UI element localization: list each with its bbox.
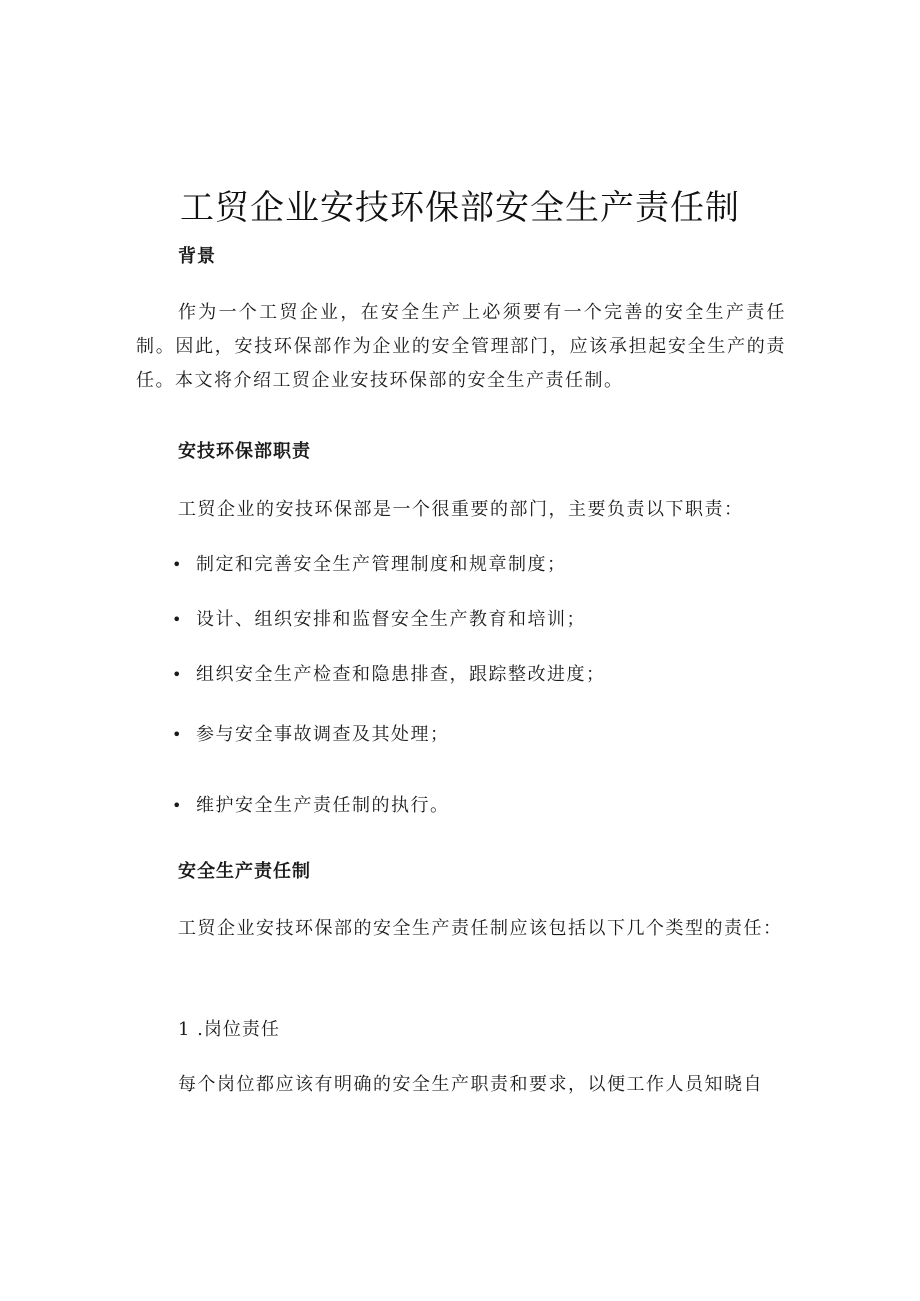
post-responsibility-heading: 1 .岗位责任 bbox=[178, 1019, 280, 1040]
duty-item-text: 制定和完善安全生产管理制度和规章制度； bbox=[196, 554, 567, 575]
bullet-dot-icon: • bbox=[172, 796, 183, 815]
post-responsibility-paragraph: 每个岗位都应该有明确的安全生产职责和要求，以便工作人员知晓自 bbox=[178, 1074, 763, 1095]
bullet-dot-icon: • bbox=[172, 665, 183, 684]
bullet-dot-icon: • bbox=[172, 610, 183, 629]
responsibility-heading: 安全生产责任制 bbox=[178, 861, 311, 882]
duty-item bbox=[172, 552, 567, 578]
duty-item-text: 参与安全事故调查及其处理； bbox=[196, 724, 450, 745]
document-title: 工贸企业安技环保部安全生产责任制 bbox=[180, 188, 740, 228]
duty-item bbox=[172, 722, 450, 748]
duty-item bbox=[172, 607, 586, 633]
responsibility-intro: 工贸企业安技环保部的安全生产责任制应该包括以下几个类型的责任： bbox=[178, 918, 783, 939]
bullet-dot-icon: • bbox=[172, 725, 183, 744]
bullet-dot-icon: • bbox=[172, 555, 183, 574]
duty-item bbox=[172, 793, 450, 819]
duty-item-text: 设计、组织安排和监督安全生产教育和培训； bbox=[196, 609, 586, 630]
duties-heading: 安技环保部职责 bbox=[178, 441, 311, 462]
duty-item-text: 组织安全生产检查和隐患排查，跟踪整改进度； bbox=[196, 664, 606, 685]
duty-item-text: 维护安全生产责任制的执行。 bbox=[196, 795, 450, 816]
duty-item bbox=[172, 662, 606, 688]
background-heading: 背景 bbox=[178, 246, 216, 267]
background-paragraph: 作为一个工贸企业，在安全生产上必须要有一个完善的安全生产责任制。因此，安技环保部作为企业的安全管理部门，应该承担起安全生产的责任。本文将介绍工贸企业安技环保部的安全生产责任制。 bbox=[136, 302, 786, 391]
duties-intro: 工贸企业的安技环保部是一个很重要的部门，主要负责以下职责： bbox=[178, 499, 744, 520]
